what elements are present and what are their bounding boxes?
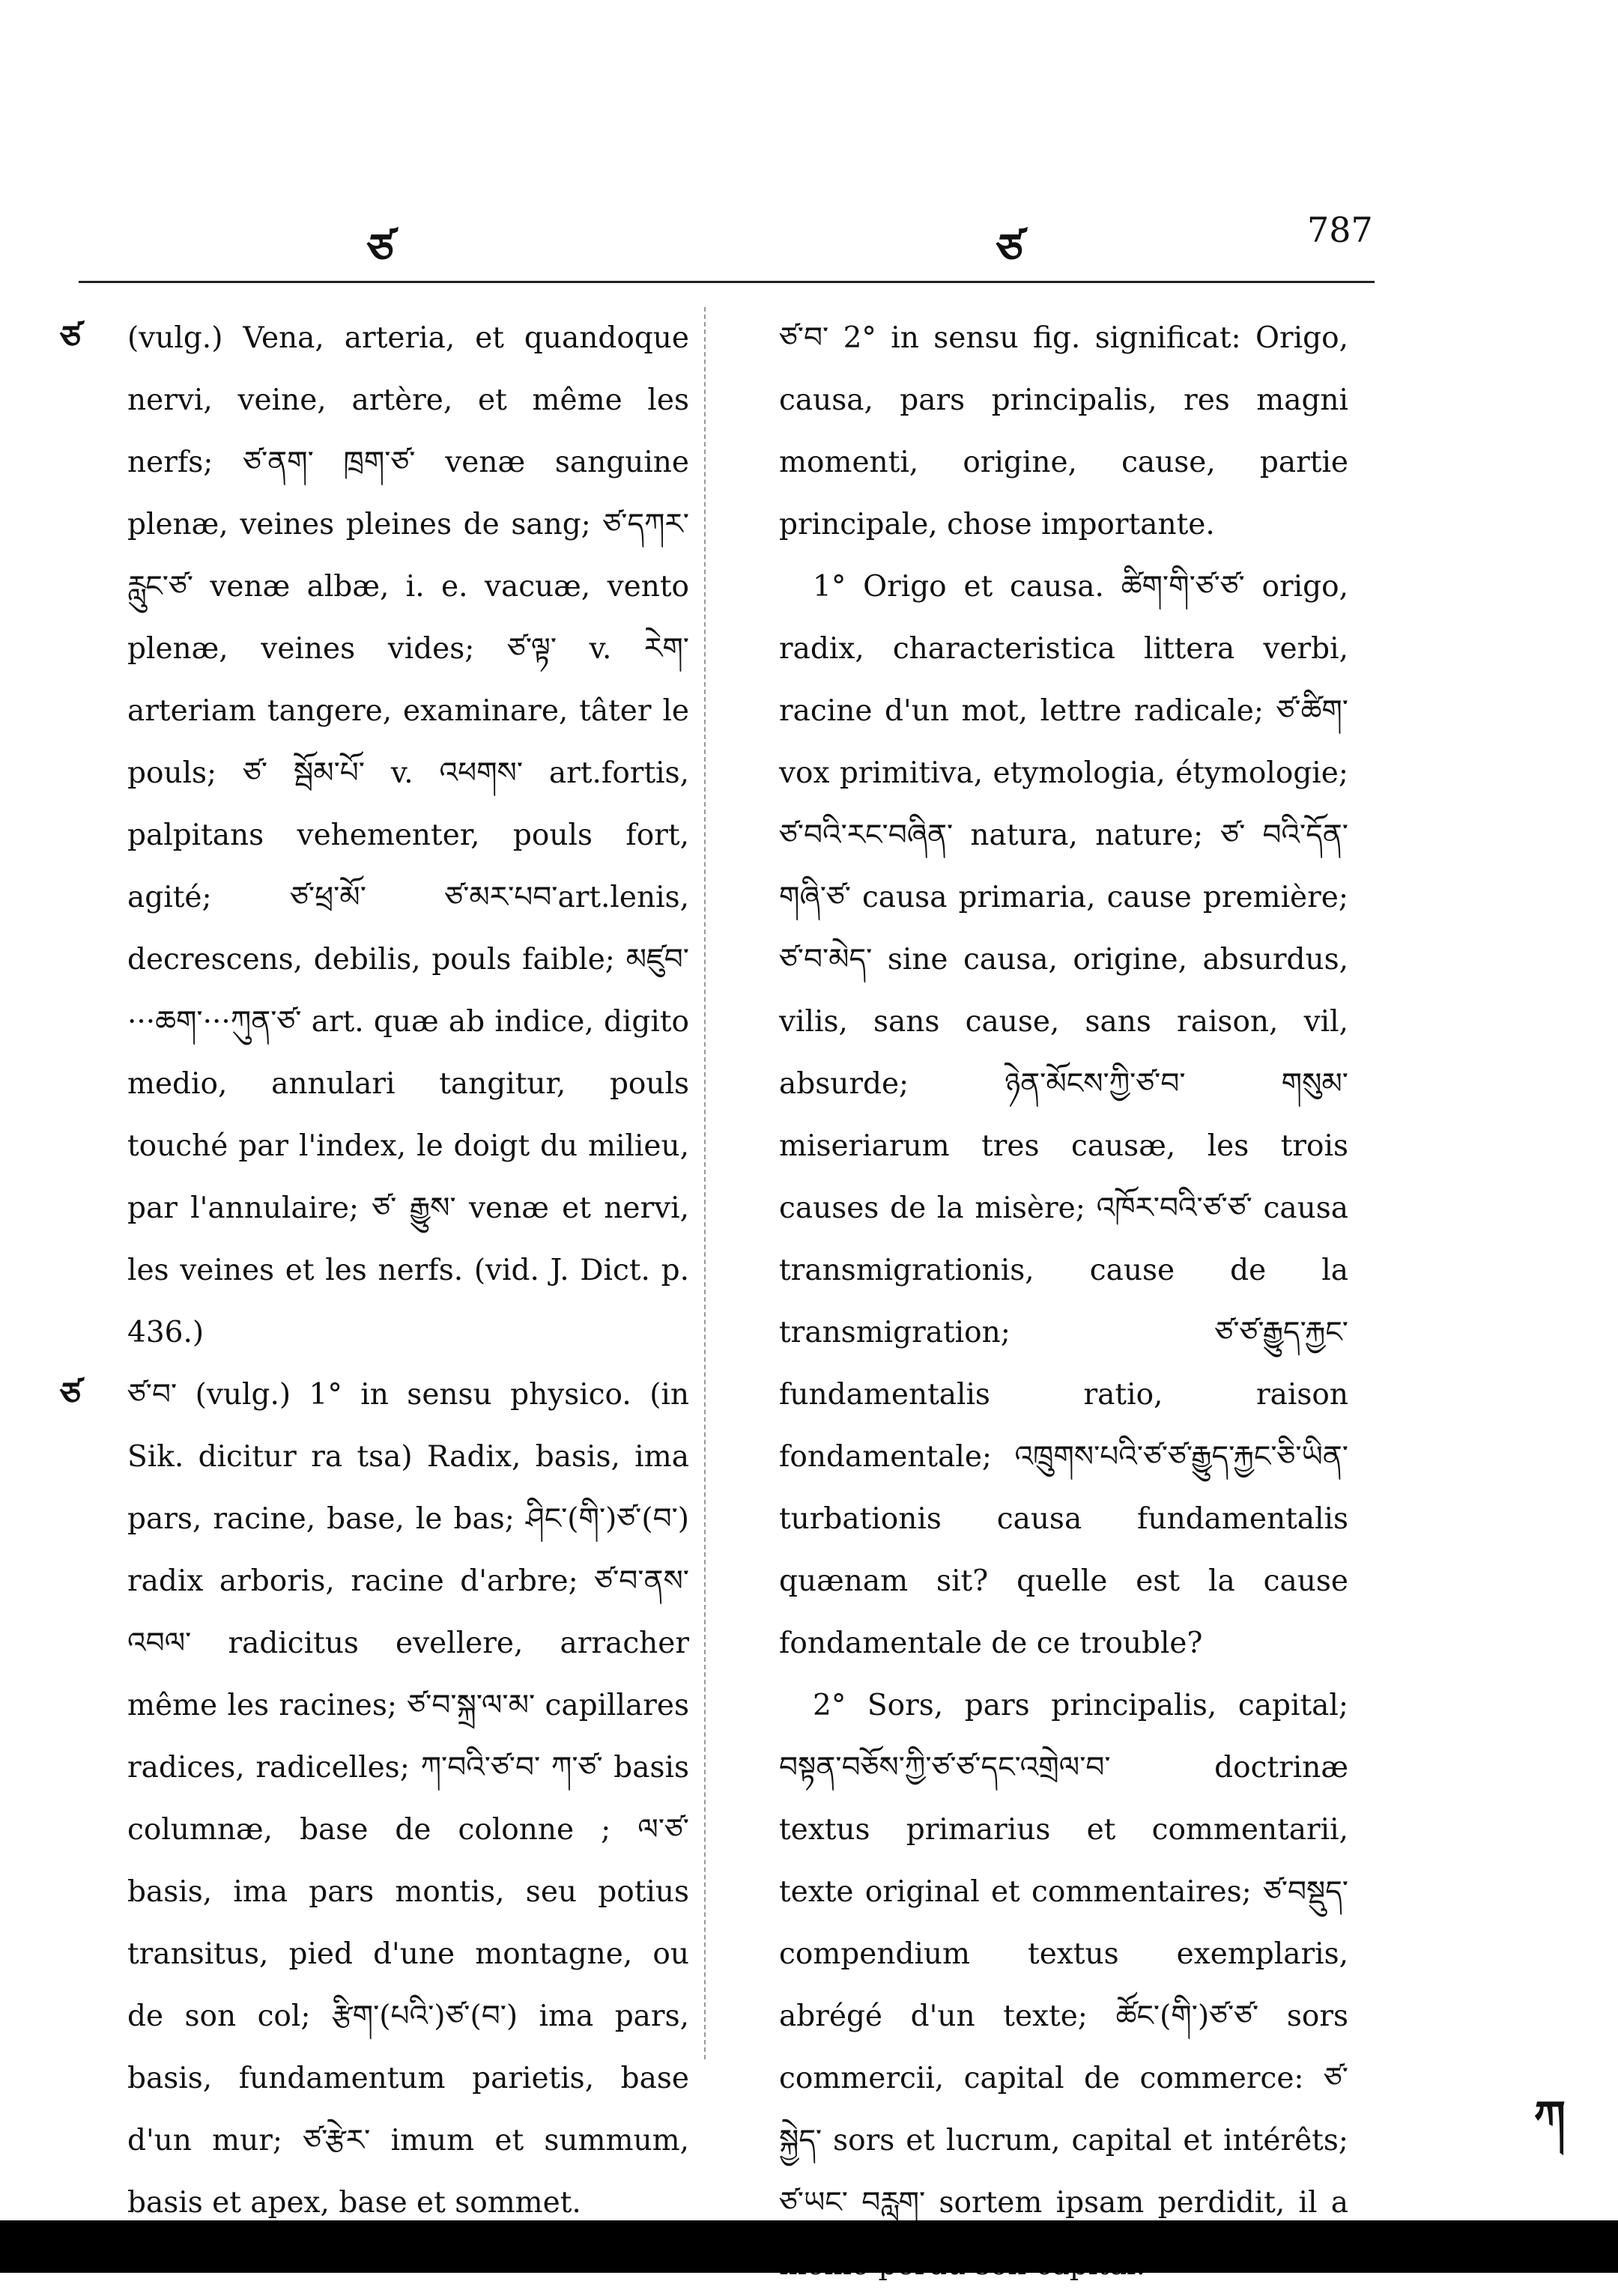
column-divider xyxy=(704,307,706,2059)
left-column xyxy=(60,307,689,2234)
stray-mark: ཀ xyxy=(1533,2092,1566,2144)
entry-text: ཙ་བ་ (vulg.) 1° in sensu physico. (in Sik. dicitur ra tsa) Radix, basis, ima pars, racine, base, le bas; ཤིང་(གི་)ཙ་(བ་) radix arboris, racine d'arbre; ཙ་བ་ནས་ འབལ་ radicitus evellere, arracher même les racines; ཙ་བ་སྐྲ་ལ་མ་ capillares radices, radicelles; ཀ་བའི་ཙ་བ་ ཀ་ཙ་ basis columnæ, base de colonne ; ལ་ཙ་ basis, ima pars montis, seu potius transitus, pied d'une montagne, ou de son col; རྩིག་(པའི་)ཙ་(བ་) ima pars, basis, fundamentum parietis, base d'un mur; ཙ་རྩེར་ imum et summum, basis et apex, base et sommet. xyxy=(127,1378,689,2220)
entry-vena xyxy=(60,307,689,1364)
running-head-right: ཙ xyxy=(996,225,1023,274)
scan-bottom-bar xyxy=(0,2220,1618,2273)
right-column xyxy=(779,307,1348,2296)
entry-origo-causa: 1° Origo et causa. ཚིག་གི་ཙ་ཙ་ origo, radix, characteristica littera verbi, racine d'un mot, lettre radicale; ཙ་ཚིག་ vox primitiva, etymologia, étymologie; ཙ་བའི་རང་བཞིན་ natura, nature; ཙ་ བའི་དོན་ གཞི་ཙ་ causa primaria, cause première; ཙ་བ་མེད་ sine causa, origine, absurdus, vilis, sans cause, sans raison, vil, absurde; ཉེན་མོངས་ཀྱི་ཙ་བ་ གསུམ་ miseriarum tres causæ, les trois causes de la misère; འཁོར་བའི་ཙ་ཙ་ causa transmigrationis, cause de la transmigration; ཙ་ཙ་རྒྱུད་རྐྱང་ fundamentalis ratio, raison fondamentale; འཁྲུགས་པའི་ཙ་ཙ་རྒྱུད་རྐྱང་ཅི་ཡིན་ turbationis causa fundamentalis quænam sit? quelle est la cause fondamentale de ce trouble? xyxy=(779,570,1348,1660)
entry-radix xyxy=(60,1364,689,2234)
page-number: 787 xyxy=(1307,210,1373,250)
entry-sors: 2° Sors, pars principalis, capital; བསྟན་བཅོས་ཀྱི་ཙ་ཙ་དང་འགྲེལ་བ་ doctrinæ textus primarius et commentarii, texte original et commentaires; ཙ་བསྡུད་ compendium textus exemplaris, abrégé d'un texte; ཚོང་(གི་)ཙ་ཙ་ sors commercii, capital de commerce: ཙ་སྐྱེད་ sors et lucrum, capital et intérêts; ཙ་ཡང་ བརླག་ sortem ipsam perdidit, il a xyxy=(779,1689,1348,2220)
entry-text: (vulg.) Vena, arteria, et quandoque nervi, veine, artère, et même les nerfs; ཙ་ནག་ ཁྲག་ཙ་ venæ sanguine plenæ, veines pleines de sang; ཙ་དཀར་ རླུང་ཙ་ venæ albæ, i. e. vacuæ, vento plenæ, veines vides; ཙ་ལྟ་ v. རེག་ arteriam tangere, examinare, tâter le pouls; ཙ་ སྦོམ་པོ་ v. འཕགས་ art.fortis, palpitans vehementer, pouls fort, agité; ཙ་ཕྲ་མོ་ ཙ་མར་པབ་art.lenis, decrescens, debilis, pouls faible; མཛུབ་···ཆག་···ཀུན་ཙ་ art. quæ ab indice, digito medio, annulari tangitur, pouls touché par l'index, le doigt du milieu, par l'annulaire; ཙ་ རྒྱུས་ venæ et nervi, les veines et les nerfs. (vid. J. Dict. p. 436.) xyxy=(127,321,689,1349)
entry-headword: ཙ xyxy=(60,319,81,357)
header-rule xyxy=(79,281,1375,283)
entry-headword: ཙ xyxy=(60,1376,81,1414)
entry-origo-intro: ཙ་བ་ 2° in sensu fig. significat: Origo, causa, pars principalis, res magni momenti, origine, cause, partie principale, chose importante. xyxy=(779,321,1348,541)
running-head-left: ཙ xyxy=(367,225,394,274)
